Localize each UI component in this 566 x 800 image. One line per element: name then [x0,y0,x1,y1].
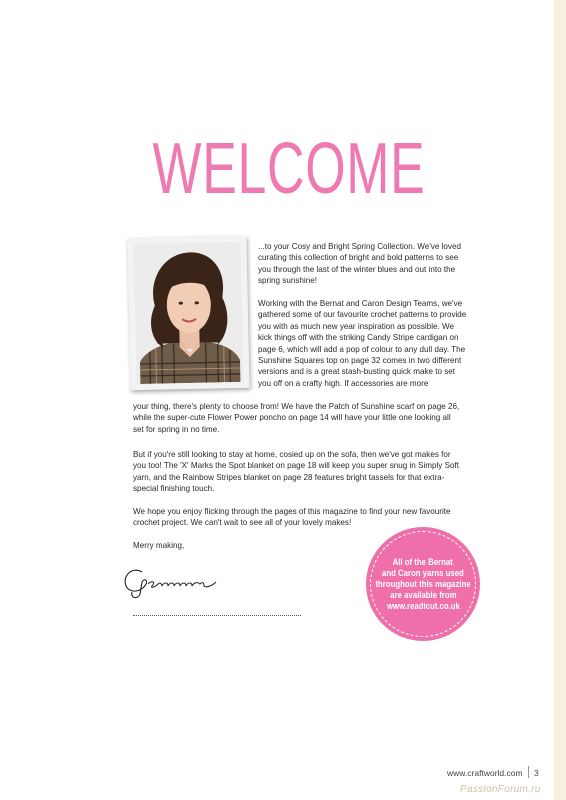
badge-line: All of the Bernat [392,556,454,568]
signature-image [118,560,228,600]
badge-url: www.readicut.co.uk [386,600,460,612]
editor-portrait-image [134,242,244,384]
signature-line [133,615,301,616]
stockist-badge [366,527,480,641]
page-title: WELCOME [152,129,426,209]
badge-line: are available from [389,589,457,601]
body-paragraph-blankets: But if you're still looking to stay at home, cosied up on the sofa, then we've got makes for you too! The 'X' Marks the Spot blanket on page 18 will keep you super snug in Simply Soft yarn, and the Rainbow Stripes blanket on page 28 features bright tassels for that extra-special finishing touch. [133,450,459,494]
stockist-badge-ring [370,531,476,637]
body-paragraph-designs: Working with the Bernat and Caron Design Teams, we've gathered some of our favourite crochet patterns to provide you with as much new year inspiration as possible. We kick things off with the striking Candy Stripe cardigan on page 6, which will add a pop of colour to any dull day. The Sunshine Squares top on page 32 comes in two different versions and is a great stash-busting quick make to set you off on a crafty high. If accessories are more [258,299,467,388]
body-paragraph-closing: We hope you enjoy flicking through the pages of this magazine to find your new favourite crochet project. We can't wait to see all of your lovely makes! [133,507,451,528]
intro-paragraph: ...to your Cosy and Bright Spring Collection. We've loved curating this collection of bright and bold patterns to see you through the last of the winter blues and out into the spring sunshine! [258,242,461,286]
body-paragraph-accessories: your thing, there's plenty to choose from! We have the Patch of Sunshine scarf on page 26, while the super-cute Flower Power poncho on page 14 will have your little one looking all set for spring in no time. [133,402,460,434]
watermark: PassionForum.ru [460,784,541,795]
badge-line: and Caron yarns used [382,567,464,579]
footer-url: www.craftworld.com [447,768,523,778]
sign-off: Merry making, [133,541,185,550]
editor-photo [127,236,249,390]
badge-line: throughout this magazine [375,578,471,590]
page-number: 3 [534,768,539,778]
footer-divider [528,766,529,778]
